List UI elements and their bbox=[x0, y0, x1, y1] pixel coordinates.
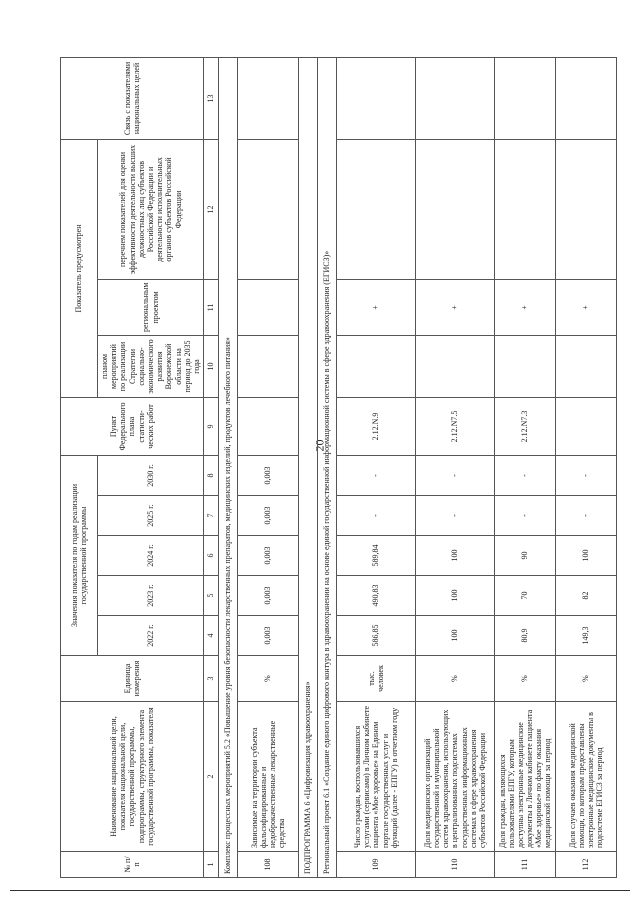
regional-cell: + bbox=[416, 279, 495, 335]
link-cell bbox=[556, 57, 617, 139]
value-2030: 0,003 bbox=[238, 455, 299, 495]
row-number: 108 bbox=[238, 852, 299, 878]
indicator-name: Зависимые на территории субъекта фальсифицированные и недоброкачественные лекарственные средства bbox=[238, 702, 299, 852]
value-2024: 0,003 bbox=[238, 536, 299, 576]
value-2030: - bbox=[337, 455, 416, 495]
unit-cell: тыс. человек bbox=[337, 656, 416, 702]
table-row bbox=[337, 57, 416, 877]
table-row bbox=[556, 57, 617, 877]
subprogram-title: ПОДПРОГРАММА 6 «Цифровизация здравоохранения» bbox=[299, 57, 318, 877]
strategy-cell bbox=[416, 335, 495, 397]
header-values-group: Значения показателя по годам реализации государственной программы bbox=[61, 455, 98, 655]
numbering-row bbox=[204, 57, 219, 877]
value-2024: 589,84 bbox=[337, 536, 416, 576]
row-number: 110 bbox=[416, 852, 495, 878]
header-group-pred: Показатель предусмотрен bbox=[61, 139, 98, 397]
table-row bbox=[495, 57, 556, 877]
unit-cell: % bbox=[416, 656, 495, 702]
col-num-8: 8 bbox=[204, 455, 219, 495]
value-2024: 100 bbox=[556, 536, 617, 576]
col-num-13: 13 bbox=[204, 57, 219, 139]
row-number: 112 bbox=[556, 852, 617, 878]
unit-cell: % bbox=[556, 656, 617, 702]
unit-cell: % bbox=[495, 656, 556, 702]
col-num-5: 5 bbox=[204, 576, 219, 616]
indicators-table bbox=[60, 57, 617, 878]
header-year-2025: 2025 г. bbox=[98, 496, 204, 536]
header-year-2030: 2030 г. bbox=[98, 455, 204, 495]
col-num-10: 10 bbox=[204, 335, 219, 397]
value-2023: 490,83 bbox=[337, 576, 416, 616]
header-year-2022: 2022 г. bbox=[98, 616, 204, 656]
value-2025: - bbox=[495, 496, 556, 536]
header-unit: Единица измерения bbox=[61, 656, 204, 702]
col-num-4: 4 bbox=[204, 616, 219, 656]
regional-cell: + bbox=[556, 279, 617, 335]
federal-list-cell bbox=[495, 139, 556, 279]
fed-plan-cell: 2.12.N.9 bbox=[337, 397, 416, 455]
section-row bbox=[299, 57, 318, 877]
value-2030: - bbox=[416, 455, 495, 495]
value-2022: 100 bbox=[416, 616, 495, 656]
page-bottom-line bbox=[10, 890, 630, 891]
fed-plan-cell bbox=[556, 397, 617, 455]
federal-list-cell bbox=[556, 139, 617, 279]
strategy-cell bbox=[238, 335, 299, 397]
header-federal-list: перечнем показателей для оценки эффективности деятельности высших должностных лиц субъектов Российской Федерации и деятельности исполнительных органов субъектов Российской Федерации bbox=[98, 139, 204, 279]
value-2024: 90 bbox=[495, 536, 556, 576]
value-2023: 0,003 bbox=[238, 576, 299, 616]
value-2023: 70 bbox=[495, 576, 556, 616]
indicator-name: Доля случаев оказания медицинской помощи, по которым предоставлены электронные медицинские документы в подсистеме ЕГИСЗ за период bbox=[556, 702, 617, 852]
indicator-name: Доля медицинских организаций государственной и муниципальной систем здравоохранения, использующих в централизованных подсистемах государственных информационных системах в сфере здравоохранения субъектов Российской Федерации bbox=[416, 702, 495, 852]
link-cell bbox=[495, 57, 556, 139]
indicator-name: Доля граждан, являющихся пользователями ЕПГУ, которым доступны электронные медицинские документы в Личном кабинете пациента «Мое здоровье» по факту оказания медицинской помощи за период bbox=[495, 702, 556, 852]
regional-cell: + bbox=[337, 279, 416, 335]
value-2022: 80,9 bbox=[495, 616, 556, 656]
value-2023: 82 bbox=[556, 576, 617, 616]
value-2030: - bbox=[556, 455, 617, 495]
table-row bbox=[238, 57, 299, 877]
indicator-name: Число граждан, воспользовавшихся услугами (сервисами) в Личном кабинете пациента «Мое здоровье» на Едином портале государственных услуг и функций (далее - ЕПГУ) в отчетном году bbox=[337, 702, 416, 852]
col-num-3: 3 bbox=[204, 656, 219, 702]
col-num-11: 11 bbox=[204, 279, 219, 335]
value-2025: - bbox=[416, 496, 495, 536]
section-row bbox=[219, 57, 238, 877]
federal-list-cell bbox=[238, 139, 299, 279]
section-complex-title: Комплекс процессных мероприятий 5.2 «Повышение уровня безопасности лекарственных препаратов, медицинских изделий, продуктов лечебного питания» bbox=[219, 57, 238, 877]
col-num-1: 1 bbox=[204, 852, 219, 878]
fed-plan-cell: 2.12.N7.5 bbox=[416, 397, 495, 455]
federal-list-cell bbox=[337, 139, 416, 279]
header-regional: региональным проектом bbox=[98, 279, 204, 335]
col-num-9: 9 bbox=[204, 397, 219, 455]
header-year-2023: 2023 г. bbox=[98, 576, 204, 616]
regional-cell bbox=[238, 279, 299, 335]
regional-project-title: Региональный проект 6.1 «Создание единого цифрового контура в здравоохранении на основе единой государственной информационной системы в сфере здравоохранения (ЕГИСЗ)» bbox=[318, 57, 337, 877]
rotated-table-area bbox=[60, 58, 605, 878]
unit-cell: % bbox=[238, 656, 299, 702]
header-link: Связь с показателями национальных целей bbox=[61, 57, 204, 139]
fed-plan-cell: 2.12.N7.3 bbox=[495, 397, 556, 455]
fed-plan-cell bbox=[238, 397, 299, 455]
header-strategy: планом мероприятий по реализации Стратегии социально-экономического развития Воронежской области на период до 2035 года bbox=[98, 335, 204, 397]
value-2030: - bbox=[495, 455, 556, 495]
col-num-6: 6 bbox=[204, 536, 219, 576]
federal-list-cell bbox=[416, 139, 495, 279]
header-year-2024: 2024 г. bbox=[98, 536, 204, 576]
header-fed-plan: Пункт Федерального плана статисти-ческих работ bbox=[61, 397, 204, 455]
strategy-cell bbox=[495, 335, 556, 397]
strategy-cell bbox=[556, 335, 617, 397]
value-2022: 586,85 bbox=[337, 616, 416, 656]
regional-cell: + bbox=[495, 279, 556, 335]
value-2025: - bbox=[337, 496, 416, 536]
link-cell bbox=[238, 57, 299, 139]
link-cell bbox=[416, 57, 495, 139]
value-2025: - bbox=[556, 496, 617, 536]
value-2024: 100 bbox=[416, 536, 495, 576]
header-no: № п/п bbox=[61, 852, 204, 878]
value-2022: 0,003 bbox=[238, 616, 299, 656]
section-row bbox=[318, 57, 337, 877]
page-number: 20 bbox=[312, 439, 327, 452]
col-num-7: 7 bbox=[204, 496, 219, 536]
strategy-cell bbox=[337, 335, 416, 397]
value-2025: 0,003 bbox=[238, 496, 299, 536]
col-num-12: 12 bbox=[204, 139, 219, 279]
value-2022: 149,3 bbox=[556, 616, 617, 656]
header-name: Наименование национальной цели, показателя национальной цели, государственной программы, подпрограммы, структурного элемента государственной программы, показателя bbox=[61, 702, 204, 852]
row-number: 111 bbox=[495, 852, 556, 878]
row-number: 109 bbox=[337, 852, 416, 878]
value-2023: 100 bbox=[416, 576, 495, 616]
link-cell bbox=[337, 57, 416, 139]
table-row bbox=[416, 57, 495, 877]
col-num-2: 2 bbox=[204, 702, 219, 852]
header-row-1 bbox=[61, 57, 98, 877]
